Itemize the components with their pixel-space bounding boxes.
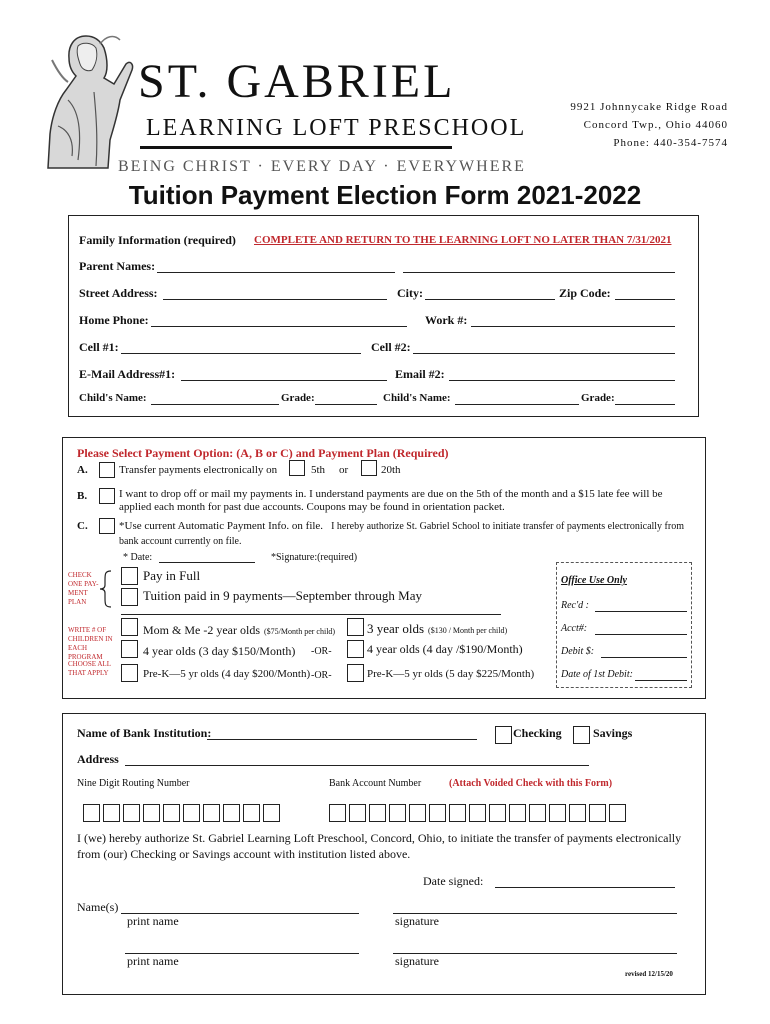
bank-section [62,713,706,995]
plan-brace-icon [99,570,113,608]
pay-full-checkbox[interactable] [121,567,138,585]
option-a-or: or [339,464,349,476]
city-label: City: [397,286,423,300]
street-label: Street Address: [79,286,158,300]
parent-name-1-field[interactable] [157,272,395,273]
pay-full-label: Pay in Full [143,568,201,583]
check-one-plan-note: CHECK ONE PAY-MENT PLAN [68,571,99,606]
office-use-title: Office Use Only [561,575,627,586]
acct-field[interactable] [595,634,687,635]
first-debit-label: Date of 1st Debit: [561,669,633,680]
option-b-checkbox[interactable] [99,488,115,504]
payment-section [62,437,706,699]
write-children-note: WRITE # OF CHILDREN IN EACH PROGRAM [68,626,113,661]
or-separator-2: -OR- [311,670,332,681]
choose-all-note: CHOOSE ALL THAT APPLY [68,660,111,677]
c-date-field[interactable] [159,562,255,563]
savings-label: Savings [593,726,633,740]
three-yr-price: ($130 / Month per child) [428,626,508,635]
bank-name-field[interactable] [207,739,477,740]
option-c-checkbox[interactable] [99,518,115,534]
bank-address-field[interactable] [125,765,589,766]
form-title: Tuition Payment Election Form 2021-2022 [128,180,642,210]
three-yr-text: 3 year olds [367,621,425,636]
option-c-text [119,518,689,548]
signature-1-label: signature [395,914,439,928]
three-yr-label [367,620,507,638]
prek-4day-label: Pre-K—5 yr olds (4 day $200/Month) [143,668,311,680]
or-separator-1: -OR- [311,646,332,657]
cell1-label: Cell #1: [79,340,119,354]
address-line-2: Concord Twp., Ohio 44060 [583,119,728,131]
checking-label: Checking [513,726,562,740]
four-yr-4day-label: 4 year olds (4 day /$190/Month) [367,642,523,656]
option-c-text-a: *Use current Automatic Payment Info. on file. [119,520,324,532]
plan-divider [121,614,501,615]
home-phone-label: Home Phone: [79,313,149,327]
day-20th-checkbox[interactable] [361,460,377,476]
zip-field[interactable] [615,299,675,300]
date-signed-label: Date signed: [423,874,484,888]
pay-9-label: Tuition paid in 9 payments—September through May [143,588,422,603]
cell2-label: Cell #2: [371,340,411,354]
day-20th-label: 20th [381,464,401,476]
mom-me-price: ($75/Month per child) [263,627,336,636]
grade-field[interactable] [315,404,377,405]
account-number-boxes[interactable] [329,804,629,827]
day-5th-label: 5th [311,464,326,476]
four-yr-3day-text: 4 year olds (3 day $150/Month) [143,644,296,658]
email2-field[interactable] [449,380,675,381]
child-name-2-field[interactable] [455,404,579,405]
debit-field[interactable] [601,657,687,658]
prek-5day-count[interactable] [347,664,364,682]
recd-field[interactable] [595,611,687,612]
payment-heading: Please Select Payment Option: (A, B or C) and Payment Plan (Required) [77,446,449,460]
grade-label: Grade: [281,392,315,404]
option-a-letter: A. [77,464,88,476]
mom-me-count[interactable] [121,618,138,636]
option-c-text-b: I hereby authorize St. Gabriel School to initiate transfer of payments electronically from bank account currently on file. [119,521,684,547]
c-signature-label: *Signature:(required) [271,552,358,563]
address-line-3: Phone: 440-354-7574 [613,137,728,149]
bank-address-label: Address [77,752,119,766]
print-name-2-label: print name [127,954,179,968]
header-rule [140,146,452,149]
saint-figure-logo [38,30,136,170]
mom-me-text: Mom & Me -2 year olds [143,623,260,637]
home-phone-field[interactable] [151,326,407,327]
print-name-1-label: print name [127,914,179,928]
grade-2-label: Grade: [581,392,615,404]
bank-name-label: Name of Bank Institution: [77,726,212,740]
family-heading: Family Information (required) [79,233,236,247]
revised-date: revised 12/15/20 [625,970,673,978]
routing-label: Nine Digit Routing Number [77,778,190,789]
acct-label: Acct#: [561,623,588,634]
org-subtitle: LEARNING LOFT PRESCHOOL [146,115,527,141]
option-b-text: I want to drop off or mail my payments in. I understand payments are due on the 5th of the month and a $15 late fee will be applied each month for past due accounts. Coupons may be found in orientation packet. [119,488,663,513]
c-date-label: * Date: [123,552,153,563]
pay-9-checkbox[interactable] [121,588,138,606]
checking-checkbox[interactable] [495,726,512,744]
recd-label: Rec'd : [561,600,589,611]
street-field[interactable] [163,299,387,300]
names-label: Name(s) [77,900,119,914]
prek-4day-count[interactable] [121,664,138,682]
authorization-text: I (we) hereby authorize St. Gabriel Learning Loft Preschool, Concord, Ohio, to initiate the transfer of payments electronically from (our) Checking or Savings account with institution listed above. [77,831,682,861]
email1-label: E-Mail Address#1: [79,367,176,381]
child-name-2-label: Child's Name: [383,392,451,404]
day-5th-checkbox[interactable] [289,460,305,476]
grade-2-field[interactable] [615,404,675,405]
four-yr-4day-count[interactable] [347,640,364,658]
first-debit-field[interactable] [635,680,687,681]
prek-5day-label: Pre-K—5 yr olds (5 day $225/Month) [367,668,535,680]
email1-field[interactable] [181,380,387,381]
parent-names-label: Parent Names: [79,259,156,273]
mom-me-label [143,621,335,639]
work-field[interactable] [471,326,675,327]
three-yr-count[interactable] [347,618,364,636]
child-name-field[interactable] [151,404,279,405]
office-use-box [556,562,692,688]
cell1-field[interactable] [121,353,361,354]
parent-name-2-field[interactable] [403,272,675,273]
address-line-1: 9921 Johnnycake Ridge Road [570,101,728,113]
option-a-text: Transfer payments electronically on [119,464,278,476]
org-tagline: BEING CHRIST · EVERY DAY · EVERYWHERE [118,158,526,175]
savings-checkbox[interactable] [573,726,590,744]
four-yr-3day-count[interactable] [121,640,138,658]
return-instruction: COMPLETE AND RETURN TO THE LEARNING LOFT NO LATER THAN 7/31/2021 [254,234,672,246]
attach-check-note: (Attach Voided Check with this Form) [449,778,613,789]
option-a-checkbox[interactable] [99,462,115,478]
zip-label: Zip Code: [559,286,611,300]
family-info-section [68,215,699,417]
cell2-field[interactable] [413,353,675,354]
four-yr-3day-label [143,644,295,659]
org-name: ST. GABRIEL [138,55,456,108]
email2-label: Email #2: [395,367,445,381]
work-label: Work #: [425,313,468,327]
option-c-letter: C. [77,520,88,532]
date-signed-field[interactable] [495,887,675,888]
signature-2-label: signature [395,954,439,968]
city-field[interactable] [425,299,555,300]
debit-label: Debit $: [561,646,595,657]
child-name-label: Child's Name: [79,392,147,404]
account-label: Bank Account Number [329,778,422,789]
option-b-letter: B. [77,490,88,502]
routing-number-boxes[interactable] [83,804,283,827]
